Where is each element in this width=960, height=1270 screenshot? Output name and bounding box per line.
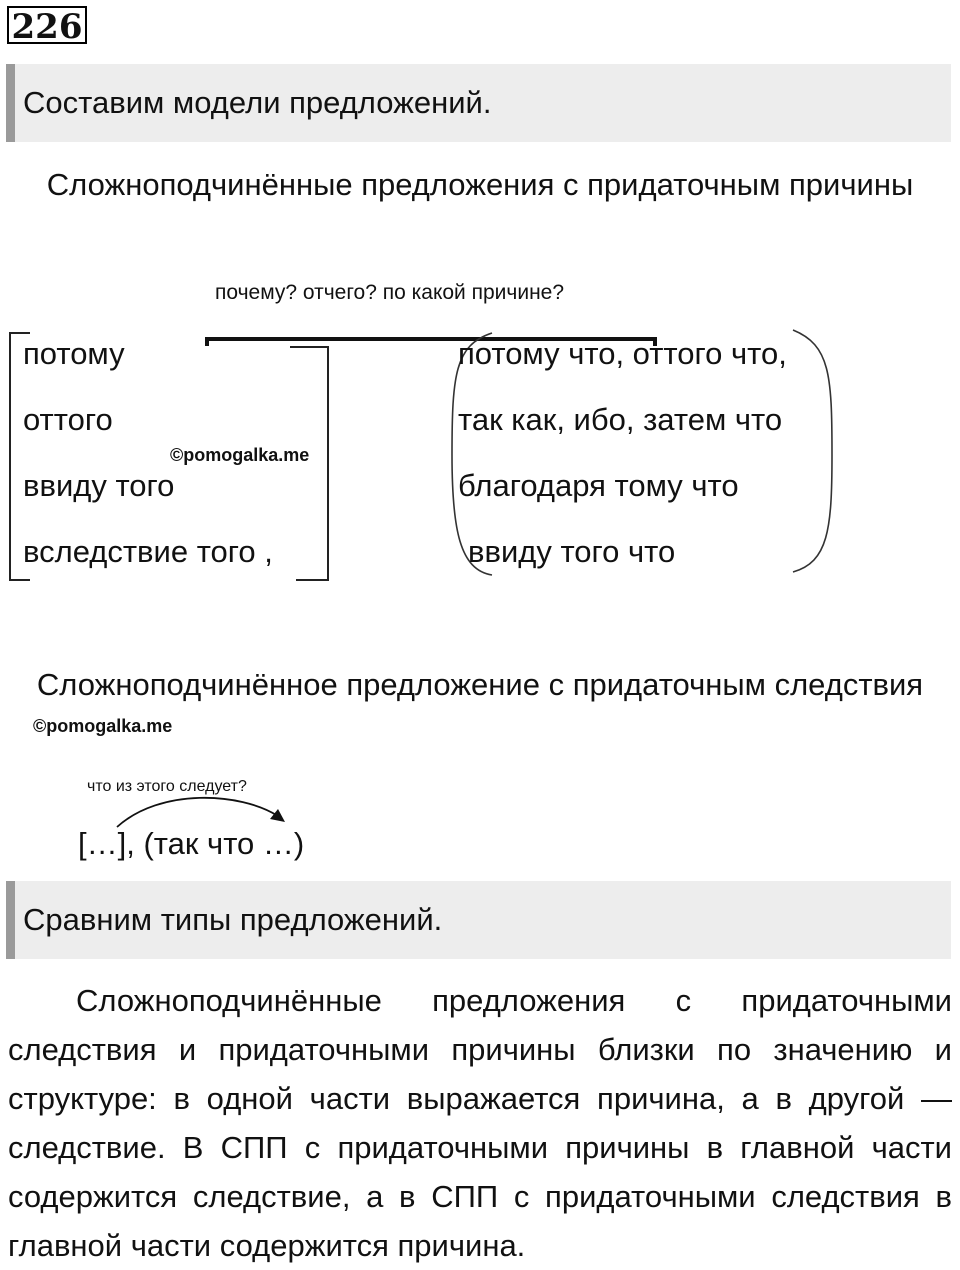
paren-close bbox=[793, 330, 832, 572]
watermark: ©pomogalka.me bbox=[33, 716, 173, 736]
comparison-paragraph bbox=[8, 976, 952, 1270]
main-word: потому bbox=[23, 336, 125, 371]
main-word: вследствие того , bbox=[23, 534, 273, 569]
cause-question: почему? отчего? по какой причине? bbox=[215, 281, 565, 304]
banner-title: Составим модели предложений. bbox=[23, 85, 492, 120]
cause-diagram-lines bbox=[0, 0, 960, 620]
main-word: ввиду того bbox=[23, 468, 175, 503]
banner-title: Сравним типы предложений. bbox=[23, 902, 443, 937]
task-number: 226 bbox=[7, 6, 87, 44]
paragraph-text: Сложноподчинённые предложения с придаточными следствия и придаточными причины близки по значению и структуре: в одной части выражается причина, а в другой — следствие. В СПП с придаточными причины в главной части содержится следствие, а в СПП с придаточными следствия в главной части содержится причина. bbox=[8, 983, 952, 1263]
consequence-scheme: […], (так что …) bbox=[78, 826, 305, 861]
main-word: оттого bbox=[23, 402, 113, 437]
heading-cause-clauses: Сложноподчинённые предложения с придаточным причины bbox=[46, 167, 914, 202]
consequence-question: что из этого следует? bbox=[87, 778, 247, 795]
watermark: ©pomogalka.me bbox=[170, 445, 310, 465]
conjunction-line: потому что, оттого что, bbox=[458, 336, 787, 371]
section-banner-compare bbox=[6, 881, 951, 959]
heading-consequence-clause: Сложноподчинённое предложение с придаточным следствия bbox=[36, 667, 924, 702]
conjunction-line: ввиду того что bbox=[468, 534, 676, 569]
conjunction-line: так как, ибо, затем что bbox=[458, 402, 783, 437]
banner-accent-bar bbox=[6, 881, 15, 959]
conjunction-line: благодаря тому что bbox=[458, 468, 739, 503]
